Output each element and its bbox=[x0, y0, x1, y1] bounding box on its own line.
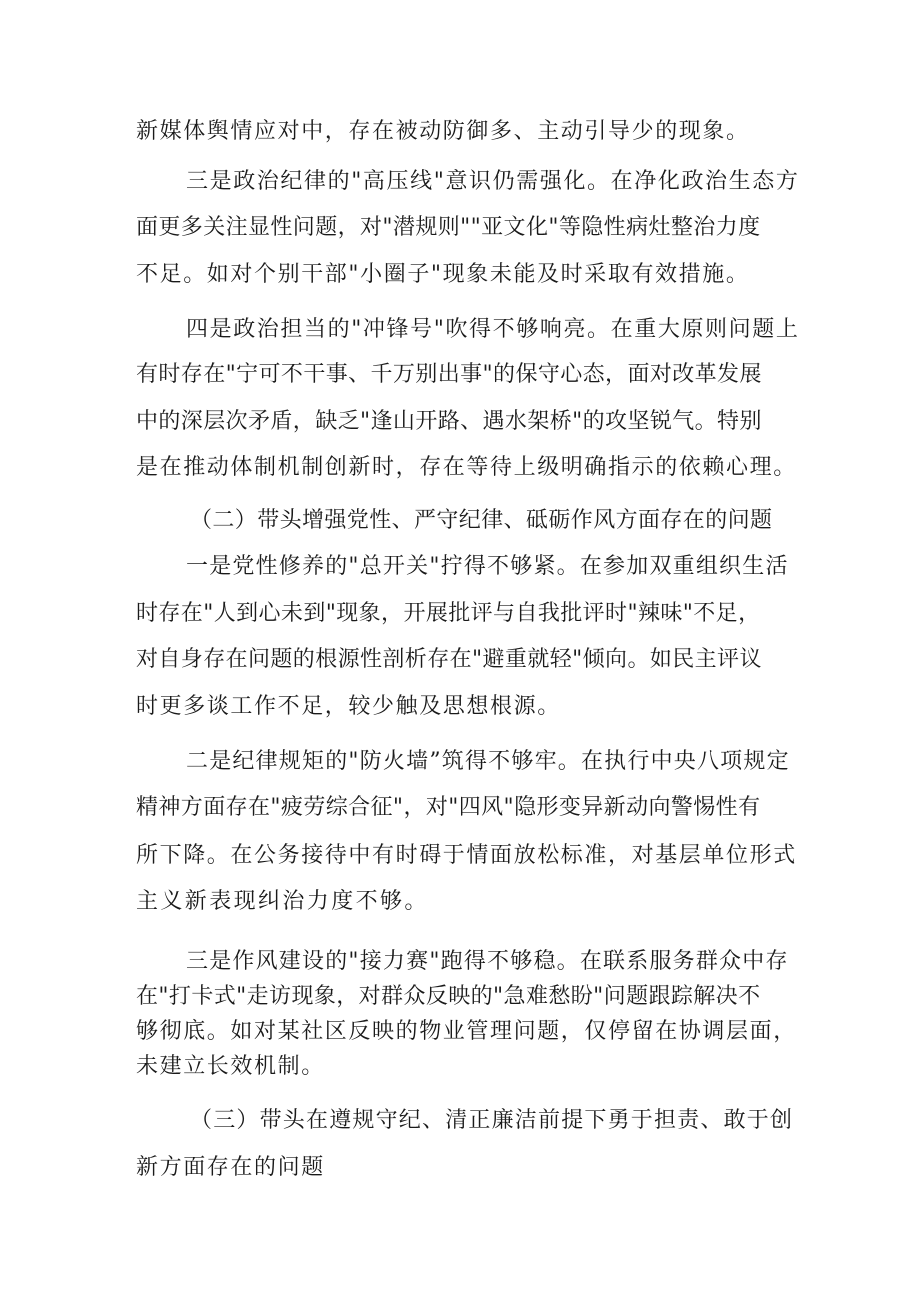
section-heading: （三）带头在遵规守纪、清正廉洁前提下勇于担责、敢于创 bbox=[190, 1108, 794, 1133]
paragraph-line: 够彻底。如对某社区反映的物业管理问题，仅停留在协调层面， bbox=[136, 1019, 797, 1044]
paragraph-line: 对自身存在问题的根源性剖析存在"避重就轻"倾向。如民主评议 bbox=[136, 647, 762, 672]
paragraph-line: 有时存在"宁可不干事、千万别出事"的保守心态，面对改革发展 bbox=[136, 362, 762, 387]
paragraph-line: 新媒体舆情应对中，存在被动防御多、主动引导少的现象。 bbox=[136, 119, 750, 144]
paragraph-line: 不足。如对个别干部"小圈子"现象未能及时采取有效措施。 bbox=[136, 262, 750, 287]
paragraph-line: 主义新表现纠治力度不够。 bbox=[136, 889, 429, 914]
paragraph-line: 时更多谈工作不足，较少触及思想根源。 bbox=[136, 694, 561, 719]
paragraph-line: 所下降。在公务接待中有时碍于情面放松标准，对基层单位形式 bbox=[136, 843, 797, 868]
paragraph-line: 中的深层次矛盾，缺乏"逢山开路、遇水架桥"的攻坚锐气。特别 bbox=[136, 409, 762, 434]
paragraph-line: 一是党性修养的"总开关"拧得不够紧。在参加双重组织生活 bbox=[186, 554, 789, 579]
paragraph-line: 三是作风建设的"接力赛"跑得不够稳。在联系服务群众中存 bbox=[186, 949, 789, 974]
section-heading-continuation: 新方面存在的问题 bbox=[136, 1155, 325, 1180]
paragraph-line: 面更多关注显性问题，对"潜规则""亚文化"等隐性病灶整治力度 bbox=[136, 215, 761, 240]
paragraph-line: 精神方面存在"疲劳综合征"，对"四风"隐形变异新动向警惕性有 bbox=[136, 795, 761, 820]
paragraph-line: 三是政治纪律的"高压线"意识仍需强化。在净化政治生态方 bbox=[186, 169, 800, 194]
paragraph-line: 时存在"人到心未到"现象，开展批评与自我批评时"辣味"不足， bbox=[136, 601, 761, 626]
paragraph-line: 是在推动体制机制创新时，存在等待上级明确指示的依赖心理。 bbox=[136, 455, 797, 480]
paragraph-line: 四是政治担当的"冲锋号"吹得不够响亮。在重大原则问题上 bbox=[186, 317, 800, 342]
paragraph-line: 在"打卡式"走访现象，对群众反映的"急难愁盼"问题跟踪解决不 bbox=[136, 984, 761, 1009]
paragraph-line: 未建立长效机制。 bbox=[136, 1054, 325, 1079]
section-heading: （二）带头增强党性、严守纪律、砥砺作风方面存在的问题 bbox=[190, 508, 773, 533]
paragraph-line: 二是纪律规矩的"防火墙”筑得不够牢。在执行中央八项规定 bbox=[186, 749, 790, 774]
